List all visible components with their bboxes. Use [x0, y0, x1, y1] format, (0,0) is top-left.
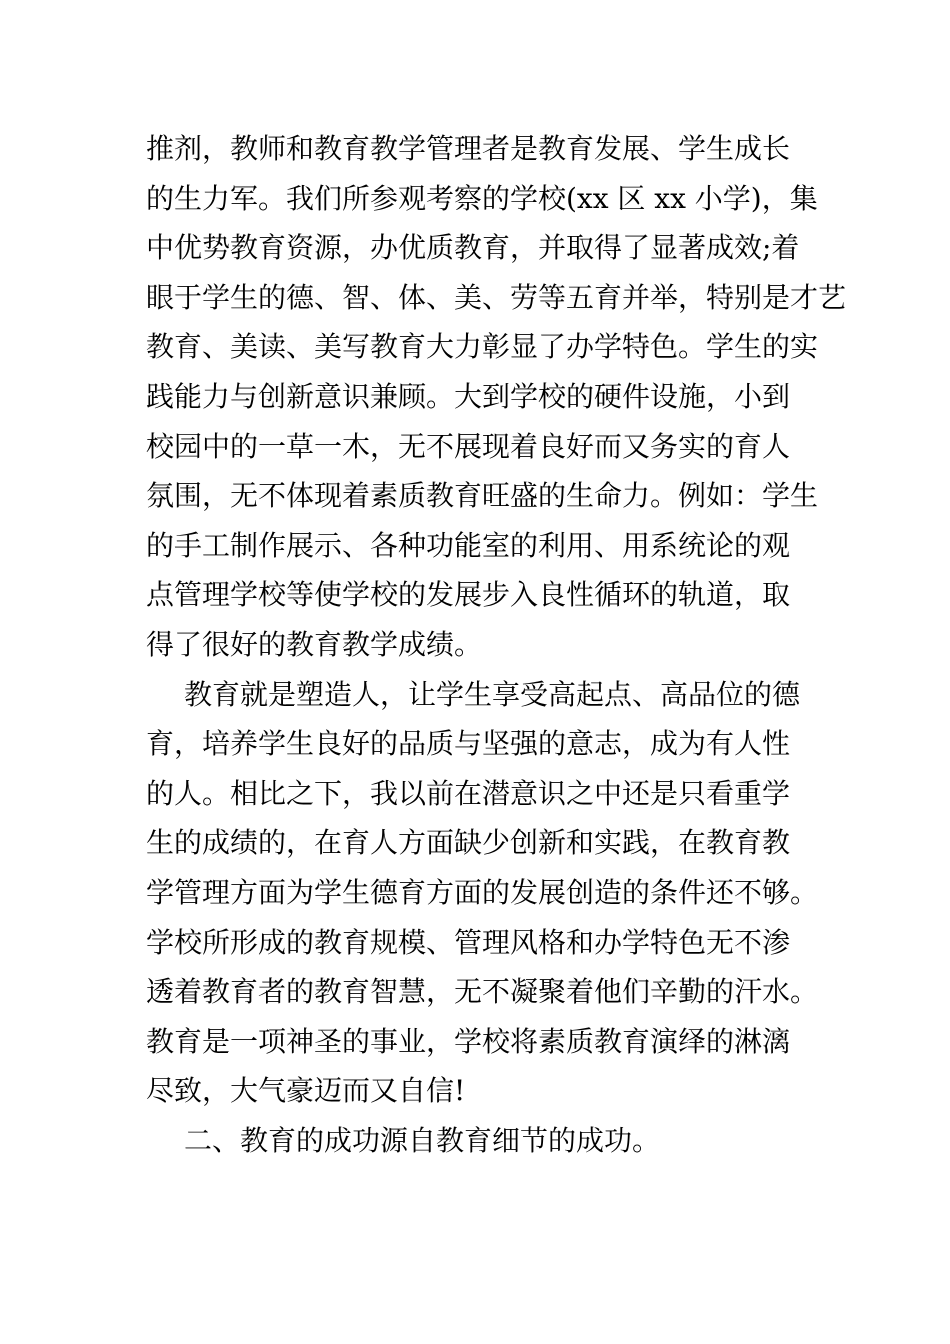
text-line: 育，培养学生良好的品质与坚强的意志，成为有人性: [146, 727, 791, 761]
paragraph-1: [146, 124, 847, 670]
text-line: 眼于学生的德、智、体、美、劳等五育并举，特别是才艺: [146, 280, 847, 314]
text-line: 的手工制作展示、各种功能室的利用、用系统论的观: [146, 528, 791, 562]
text-line: 中优势教育资源，办优质教育，并取得了显著成效;着: [146, 231, 800, 265]
text-line: 氛围，无不体现着素质教育旺盛的生命力。例如：学生: [146, 479, 819, 513]
text-line: 生的成绩的，在育人方面缺少创新和实践，在教育教: [146, 826, 791, 860]
text-line: 透着教育者的教育智慧，无不凝聚着他们辛勤的汗水。: [146, 975, 819, 1009]
heading-line: 二、教育的成功源自教育细节的成功。: [184, 1123, 661, 1157]
text-line: 的人。相比之下，我以前在潜意识之中还是只看重学: [146, 776, 791, 810]
text-line: 点管理学校等使学校的发展步入良性循环的轨道，取: [146, 578, 791, 612]
text-line: 校园中的一草一木，无不展现着良好而又务实的育人: [146, 429, 791, 463]
text-line: 教育就是塑造人，让学生享受高起点、高品位的德: [184, 677, 801, 711]
paragraph-2: [146, 670, 836, 1116]
text-line: 学管理方面为学生德育方面的发展创造的条件还不够。: [146, 875, 819, 909]
text-line: 教育是一项神圣的事业，学校将素质教育演绎的淋漓: [146, 1024, 791, 1058]
body-text: [146, 124, 847, 1165]
text-line: 教育、美读、美写教育大力彰显了办学特色。学生的实: [146, 330, 819, 364]
text-line: 尽致，大气豪迈而又自信!: [146, 1074, 466, 1108]
text-line: 得了很好的教育教学成绩。: [146, 627, 483, 661]
text-line: 的生力军。我们所参观考察的学校(xx 区 xx 小学)，集: [146, 181, 818, 215]
text-line: 践能力与创新意识兼顾。大到学校的硬件设施，小到: [146, 379, 791, 413]
text-line: 学校所形成的教育规模、管理风格和办学特色无不渗: [146, 925, 791, 959]
text-line: 推剂，教师和教育教学管理者是教育发展、学生成长: [146, 132, 791, 165]
section-heading: [146, 1116, 836, 1166]
